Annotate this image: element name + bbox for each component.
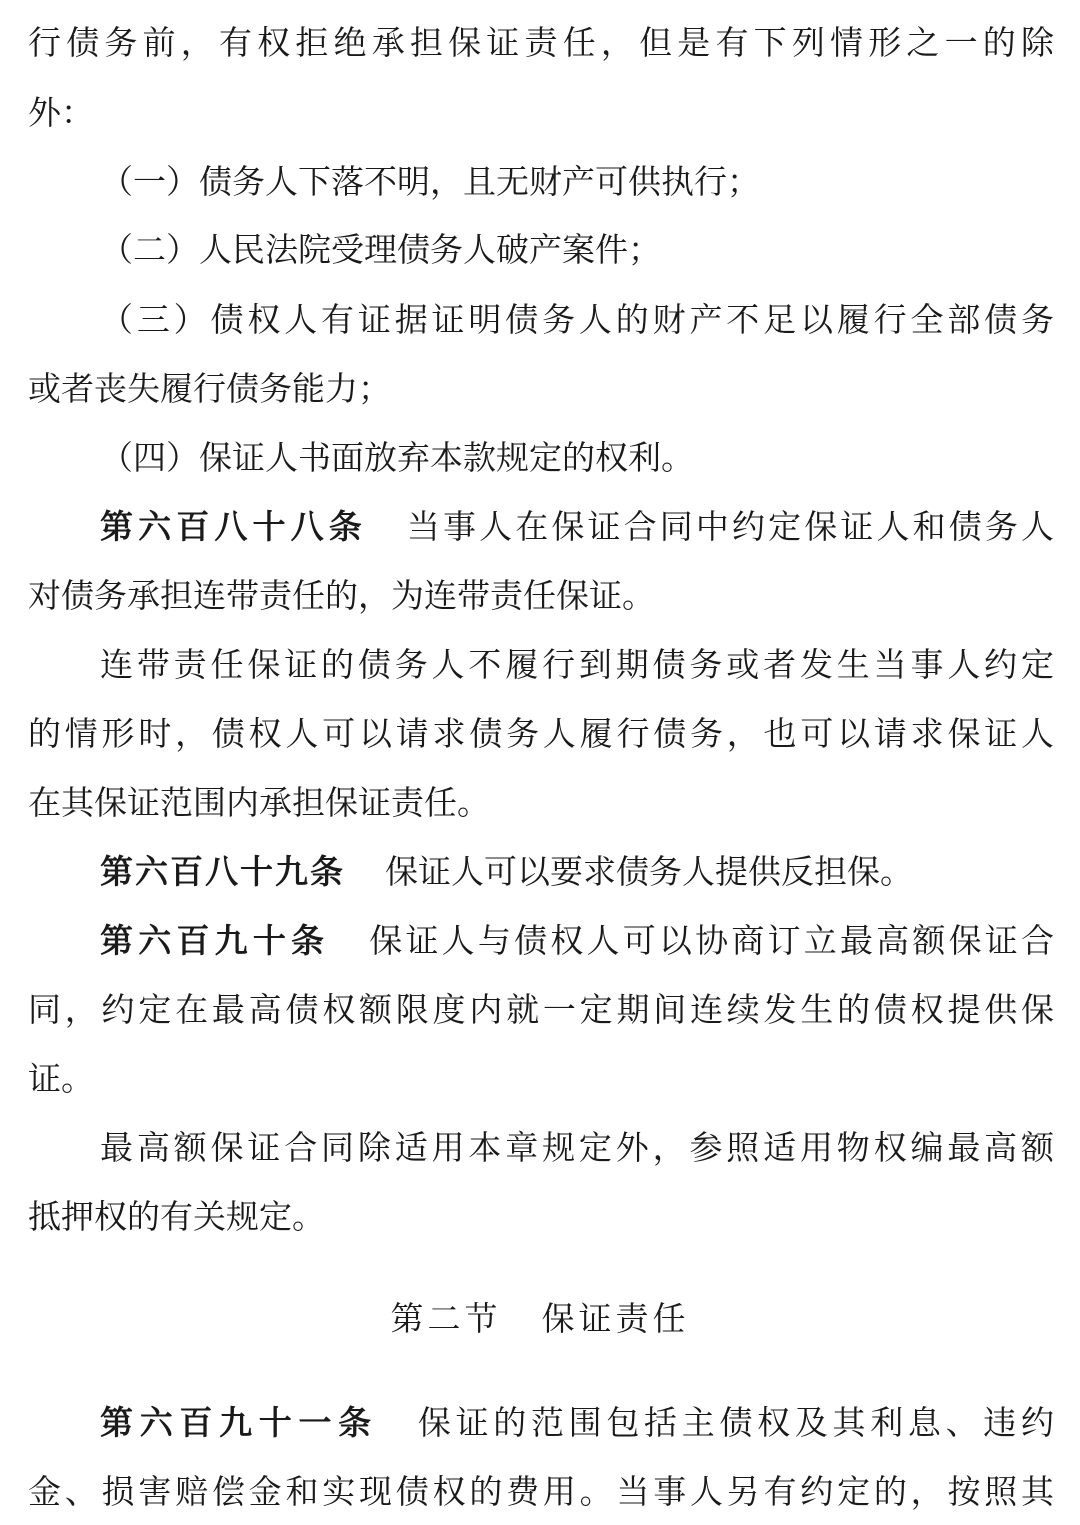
list-item: （四）保证人书面放弃本款规定的权利。	[100, 438, 694, 477]
list-item: （三）债权人有证据证明债务人的财产不足以履行全部债务	[100, 300, 1054, 339]
article-691-first-line	[100, 1398, 1054, 1448]
text-line: 行债务前，有权拒绝承担保证责任，但是有下列情形之一的除	[28, 23, 1054, 62]
text-line: 证。	[28, 1059, 94, 1098]
section-heading	[0, 1294, 1080, 1344]
text-line: 的情形时，债权人可以请求债务人履行债务，也可以请求保证人	[28, 714, 1054, 753]
article-690-first-line	[100, 916, 1054, 966]
text-line: 或者丧失履行债务能力；	[28, 369, 391, 408]
article-text: 保证人可以要求债务人提供反担保。	[385, 852, 913, 891]
text-line: 抵押权的有关规定。	[28, 1197, 325, 1236]
article-number: 第六百八十九条	[100, 852, 345, 891]
section-title: 保证责任	[541, 1299, 690, 1338]
text-line: 对债务承担连带责任的，为连带责任保证。	[28, 576, 655, 615]
article-number: 第六百八十八条	[100, 507, 367, 546]
article-number: 第六百九十条	[100, 921, 330, 960]
text-line: 连带责任保证的债务人不履行到期债务或者发生当事人约定	[100, 645, 1054, 684]
article-text: 保证人与债权人可以协商订立最高额保证合	[369, 921, 1054, 960]
article-689-line	[100, 847, 1054, 897]
text-line: 外：	[28, 93, 94, 132]
text-line: 在其保证范围内承担保证责任。	[28, 783, 490, 822]
article-text: 保证的范围包括主债权及其利息、违约	[417, 1403, 1054, 1442]
article-text: 当事人在保证合同中约定保证人和债务人	[406, 507, 1054, 546]
article-number: 第六百九十一条	[100, 1403, 378, 1442]
text-line: 最高额保证合同除适用本章规定外，参照适用物权编最高额	[100, 1128, 1054, 1167]
section-number: 第二节	[390, 1299, 502, 1338]
text-line: 同，约定在最高债权额限度内就一定期间连续发生的债权提供保	[28, 990, 1054, 1029]
article-688-first-line	[100, 502, 1054, 552]
list-item: （二）人民法院受理债务人破产案件；	[100, 230, 661, 269]
list-item: （一）债务人下落不明，且无财产可供执行；	[100, 162, 760, 201]
text-line: 金、损害赔偿金和实现债权的费用。当事人另有约定的，按照其	[28, 1472, 1054, 1511]
